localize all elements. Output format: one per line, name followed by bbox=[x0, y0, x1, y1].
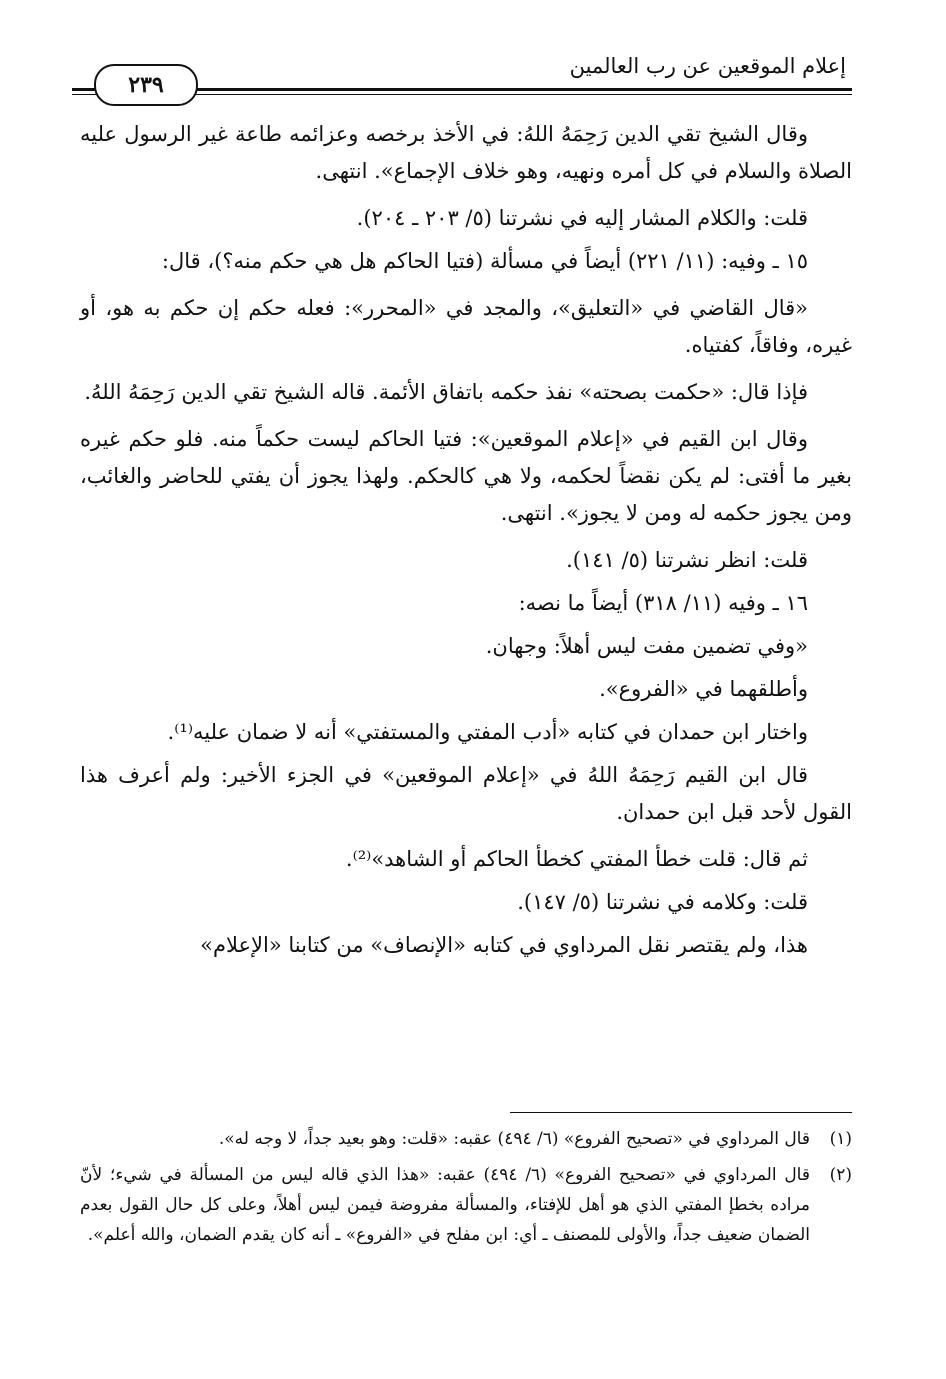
footnote-separator bbox=[510, 1112, 852, 1113]
paragraph: قلت: انظر نشرتنا (٥/ ١٤١). bbox=[566, 548, 808, 572]
page-number: ٢٣٩ bbox=[128, 72, 164, 98]
footnote bbox=[80, 1124, 852, 1154]
paragraph: «وفي تضمين مفت ليس أهلاً: وجهان. bbox=[485, 634, 808, 658]
footnote bbox=[80, 1160, 852, 1250]
paragraph: ١٥ ـ وفيه: (١١/ ٢٢١) أيضاً في مسألة (فتيا الحاكم هل هي حكم منه؟)، قال: bbox=[161, 249, 808, 273]
paragraph: وأطلقهما في «الفروع». bbox=[599, 677, 808, 701]
footnotes bbox=[80, 1124, 852, 1256]
paragraph: فإذا قال: «حكمت بصحته» نفذ حكمه باتفاق الأئمة. قاله الشيخ تقي الدين رَحِمَهُ اللهُ. bbox=[84, 380, 808, 404]
paragraph: «قال القاضي في «التعليق»، والمجد في «المحرر»: فعله حكم إن حكم به هو، أو غيره، وفاقاً، كفتياه. bbox=[80, 296, 852, 357]
paragraph: ثم قال: قلت خطأ المفتي كخطأ الحاكم أو الشاهد»⁽²⁾. bbox=[345, 847, 808, 871]
paragraph: وقال الشيخ تقي الدين رَحِمَهُ اللهُ: في الأخذ برخصه وعزائمه طاعة غير الرسول عليه الصلاة والسلام في كل أمره ونهيه، وهو خلاف الإجماع». انتهى. bbox=[80, 122, 852, 183]
body-text bbox=[80, 116, 852, 964]
footnote-number: (١) bbox=[829, 1129, 852, 1149]
paragraph: وقال ابن القيم في «إعلام الموقعين»: فتيا الحاكم ليست حكماً منه. فلو حكم غيره بغير ما أفتى: لم يكن نقضاً لحكمه، ولا هي كالحكم. ولهذا يجوز أن يفتي للحاضر والغائب، ومن يجوز حكمه له ومن لا يجوز». انتهى. bbox=[80, 427, 852, 525]
paragraph: ١٦ ـ وفيه (١١/ ٣١٨) أيضاً ما نصه: bbox=[518, 591, 808, 615]
paragraph: قلت: وكلامه في نشرتنا (٥/ ١٤٧). bbox=[517, 890, 808, 914]
paragraph: هذا، ولم يقتصر نقل المرداوي في كتابه «الإنصاف» من كتابنا «الإعلام» bbox=[200, 933, 808, 957]
page-header bbox=[72, 48, 852, 100]
paragraph: قال ابن القيم رَحِمَهُ اللهُ في «إعلام الموقعين» في الجزء الأخير: ولم أعرف هذا القول لأحد قبل ابن حمدان. bbox=[80, 763, 852, 824]
paragraph: قلت: والكلام المشار إليه في نشرتنا (٥/ ٢٠٣ ـ ٢٠٤). bbox=[356, 206, 808, 230]
running-title: إعلام الموقعين عن رب العالمين bbox=[569, 54, 846, 78]
paragraph: واختار ابن حمدان في كتابه «أدب المفتي والمستفتي» أنه لا ضمان عليه⁽¹⁾. bbox=[167, 720, 808, 744]
footnote-text: قال المرداوي في «تصحيح الفروع» (٦/ ٤٩٤) عقبه: «قلت: وهو بعيد جداً، لا وجه له». bbox=[218, 1129, 810, 1149]
page-number-frame bbox=[94, 64, 198, 106]
footnote-number: (٢) bbox=[829, 1165, 852, 1185]
footnote-text: قال المرداوي في «تصحيح الفروع» (٦/ ٤٩٤) عقبه: «هذا الذي قاله ليس من المسألة في شيء؛ لأنّ مراده بخطإ المفتي الذي هو أهل للإفتاء، والمسألة مفروضة فيمن ليس أهلاً، وعلى كل حال القول بعدم الضمان ضعيف جداً، والأولى للمصنف ـ أي: ابن مفلح في «الفروع» ـ أنه كان يقدم الضمان، والله أعلم». bbox=[80, 1165, 810, 1245]
